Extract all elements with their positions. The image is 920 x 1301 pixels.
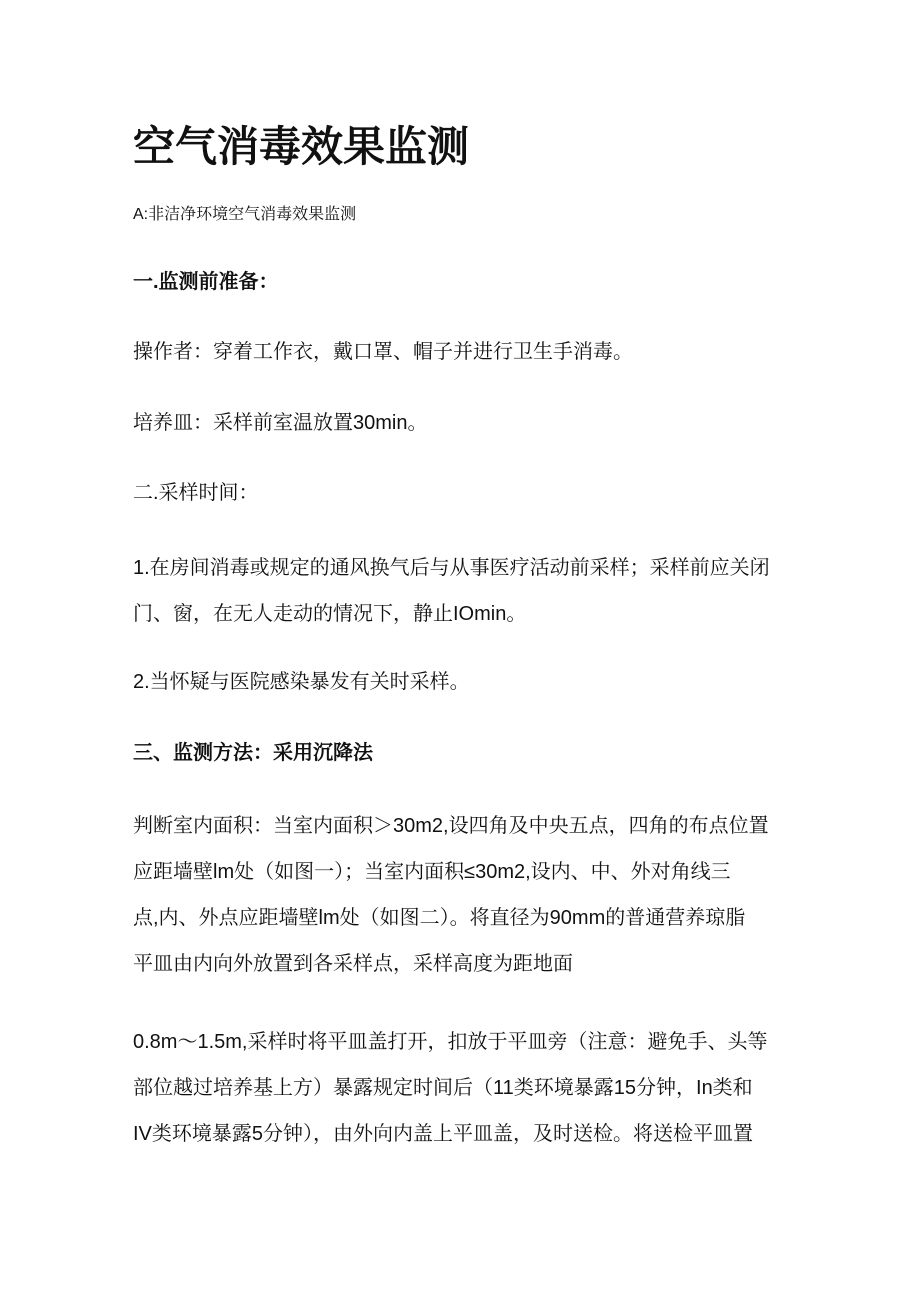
text-line: 0.8m～1.5m,采样时将平皿盖打开，扣放于平皿旁（注意：避免手、头等 [133,1031,768,1053]
text-line: 1.在房间消毒或规定的通风换气后与从事医疗活动前采样；采样前应关闭 [133,557,770,579]
text-line: 点,内、外点应距墙壁lm处（如图二）。将直径为90mm的普通营养琼脂 [133,907,746,929]
paragraph-sampling-time-1 [133,545,793,637]
paragraph-room-area [133,803,793,987]
text-line: 部位越过培养基上方）暴露规定时间后（11类环境暴露15分钟，In类和 [133,1077,753,1099]
section-heading-method: 三、监测方法：采用沉降法 [133,742,373,764]
paragraph-petri-dish: 培养皿：采样前室温放置30min。 [133,412,428,434]
document-subtitle: A:非洁净环境空气消毒效果监测 [133,206,357,223]
text-line: 平皿由内向外放置到各采样点，采样高度为距地面 [133,953,573,975]
section-heading-preparation: 一.监测前准备： [133,271,279,293]
text-line: 应距墙壁lm处（如图一）；当室内面积≤30m2,设内、中、外对角线三 [133,861,731,883]
text-line: 判断室内面积：当室内面积＞30m2,设四角及中央五点，四角的布点位置 [133,815,769,837]
text-line: 门、窗，在无人走动的情况下，静止IOmin。 [133,603,527,625]
paragraph-operator: 操作者：穿着工作衣，戴口罩、帽子并进行卫生手消毒。 [133,341,633,363]
page-title: 空气消毒效果监测 [133,122,470,171]
section-heading-sampling-time: 二.采样时间： [133,482,259,504]
paragraph-exposure [133,1019,793,1157]
text-line: IV类环境暴露5分钟），由外向内盖上平皿盖，及时送检。将送检平皿置 [133,1123,754,1145]
paragraph-sampling-time-2: 2.当怀疑与医院感染暴发有关时采样。 [133,671,470,693]
